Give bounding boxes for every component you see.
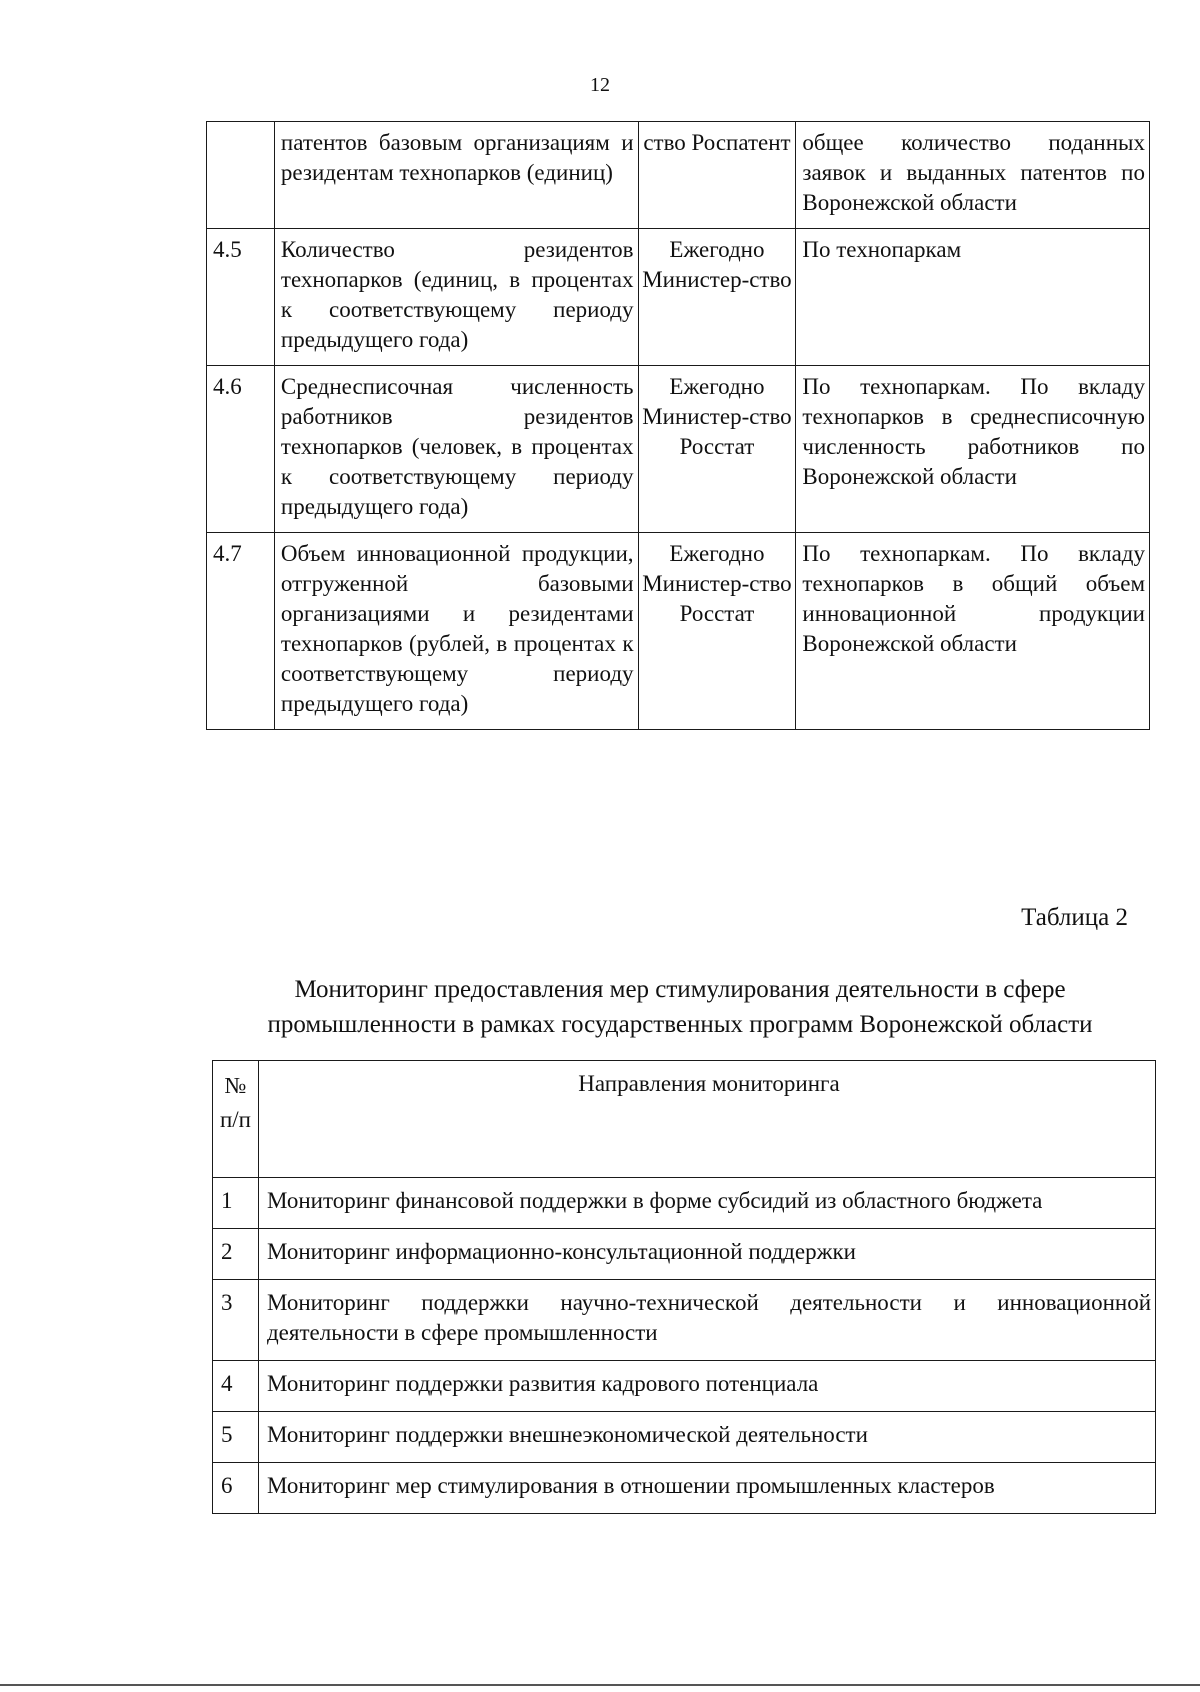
indicator-cell: Количество резидентов технопарков (единиц, в процентах к соответствующему периоду предыдущего года) bbox=[274, 229, 638, 366]
row-number: 4.6 bbox=[207, 366, 275, 533]
table-row bbox=[207, 533, 1150, 730]
page-number: 12 bbox=[590, 74, 610, 96]
row-number: 5 bbox=[213, 1412, 259, 1463]
table-row bbox=[213, 1229, 1156, 1280]
row-number: 2 bbox=[213, 1229, 259, 1280]
direction-cell: Мониторинг поддержки внешнеэкономической деятельности bbox=[258, 1412, 1155, 1463]
note-cell: общее количество поданных заявок и выданных патентов по Воронежской области bbox=[796, 122, 1150, 229]
row-number: 6 bbox=[213, 1463, 259, 1514]
table-row bbox=[213, 1463, 1156, 1514]
period-cell: Ежегодно Министер-ство Росстат bbox=[638, 366, 796, 533]
row-number bbox=[207, 122, 275, 229]
direction-cell: Мониторинг поддержки развития кадрового потенциала bbox=[258, 1361, 1155, 1412]
direction-cell: Мониторинг финансовой поддержки в форме субсидий из областного бюджета bbox=[258, 1178, 1155, 1229]
row-number: 4.7 bbox=[207, 533, 275, 730]
table-label: Таблица 2 bbox=[1021, 904, 1128, 931]
period-cell: ство Роспатент bbox=[638, 122, 796, 229]
direction-cell: Мониторинг мер стимулирования в отношении промышленных кластеров bbox=[258, 1463, 1155, 1514]
indicator-cell: Объем инновационной продукции, отгруженной базовыми организациями и резидентами технопарков (рублей, в процентах к соответствующему периоду предыдущего года) bbox=[274, 533, 638, 730]
table-row bbox=[213, 1361, 1156, 1412]
note-cell: По технопаркам. По вкладу технопарков в среднесписочную численность работников по Воронежской области bbox=[796, 366, 1150, 533]
note-cell: По технопаркам bbox=[796, 229, 1150, 366]
row-number: 1 bbox=[213, 1178, 259, 1229]
table-header-row bbox=[213, 1061, 1156, 1178]
period-cell: Ежегодно Министер-ство bbox=[638, 229, 796, 366]
row-number: 4.5 bbox=[207, 229, 275, 366]
monitoring-table bbox=[212, 1060, 1156, 1514]
direction-cell: Мониторинг информационно-консультационной поддержки bbox=[258, 1229, 1155, 1280]
table-row bbox=[207, 366, 1150, 533]
scan-edge-divider bbox=[0, 1684, 1200, 1686]
note-cell: По технопаркам. По вкладу технопарков в общий объем инновационной продукции Воронежской области bbox=[796, 533, 1150, 730]
table-title: Мониторинг предоставления мер стимулирования деятельности в сфере промышленности в рамках государственных программ Воронежской области bbox=[267, 976, 1093, 1038]
table-row bbox=[207, 229, 1150, 366]
table-row bbox=[207, 122, 1150, 229]
direction-cell: Мониторинг поддержки научно-технической деятельности и инновационной деятельности в сфере промышленности bbox=[258, 1280, 1155, 1361]
column-header-number: № п/п bbox=[213, 1061, 259, 1178]
row-number: 3 bbox=[213, 1280, 259, 1361]
indicator-cell: патентов базовым организациям и резидентам технопарков (единиц) bbox=[274, 122, 638, 229]
row-number: 4 bbox=[213, 1361, 259, 1412]
period-cell: Ежегодно Министер-ство Росстат bbox=[638, 533, 796, 730]
indicator-cell: Среднесписочная численность работников резидентов технопарков (человек, в процентах к соответствующему периоду предыдущего года) bbox=[274, 366, 638, 533]
table-row bbox=[213, 1178, 1156, 1229]
column-header-direction: Направления мониторинга bbox=[258, 1061, 1155, 1178]
table-row bbox=[213, 1412, 1156, 1463]
table-row bbox=[213, 1280, 1156, 1361]
indicators-table bbox=[206, 121, 1150, 730]
